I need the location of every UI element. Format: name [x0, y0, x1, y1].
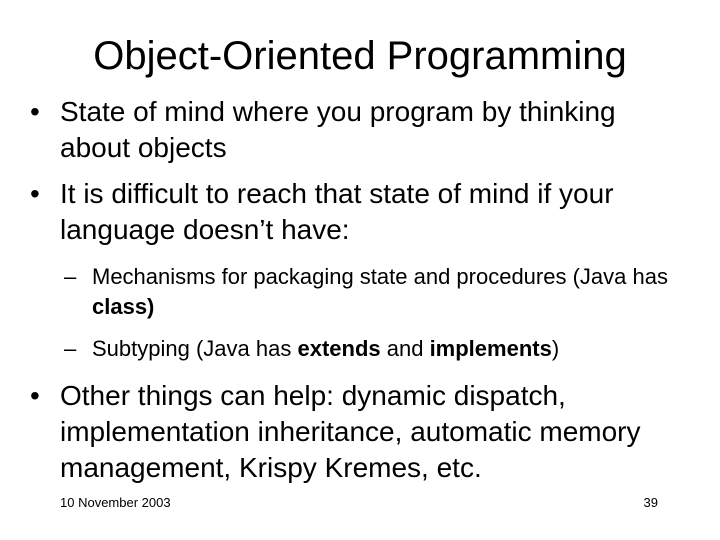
sub-bullet-bold-keyword: implements [429, 336, 552, 361]
sub-bullet-text-part: Subtyping (Java has [92, 336, 298, 361]
bullet-item [30, 176, 690, 248]
bullet-marker: • [30, 96, 40, 127]
sub-bullet-bold-keyword: class) [92, 294, 155, 319]
slide-title: Object-Oriented Programming [93, 34, 627, 78]
sub-bullet-text-part: Mechanisms for packaging state and procedures (Java has [92, 264, 668, 289]
bullet-text: Other things can help: dynamic dispatch, implementation inheritance, automatic memory management, Krispy Kremes, etc. [60, 380, 641, 483]
sub-bullet-marker: – [64, 264, 77, 289]
sub-bullet-item [64, 334, 684, 364]
bullet-item [30, 378, 690, 486]
sub-bullet-bold-keyword: extends [297, 336, 381, 361]
bullet-marker: • [30, 178, 40, 209]
sub-bullet-text [64, 262, 684, 322]
bullet-marker: • [30, 380, 40, 411]
sub-bullet-text-part: and [380, 336, 430, 361]
bullet-item [30, 94, 690, 166]
footer-page-number: 39 [643, 495, 658, 510]
sub-bullet-item [64, 262, 684, 322]
sub-bullet-marker: – [64, 336, 77, 361]
bullet-text: State of mind where you program by thinking about objects [60, 96, 616, 163]
sub-bullet-text [64, 334, 684, 364]
sub-bullet-text-part: ) [551, 336, 560, 361]
bullet-text: It is difficult to reach that state of mind if your language doesn’t have: [60, 178, 614, 245]
footer-date: 10 November 2003 [60, 495, 171, 510]
